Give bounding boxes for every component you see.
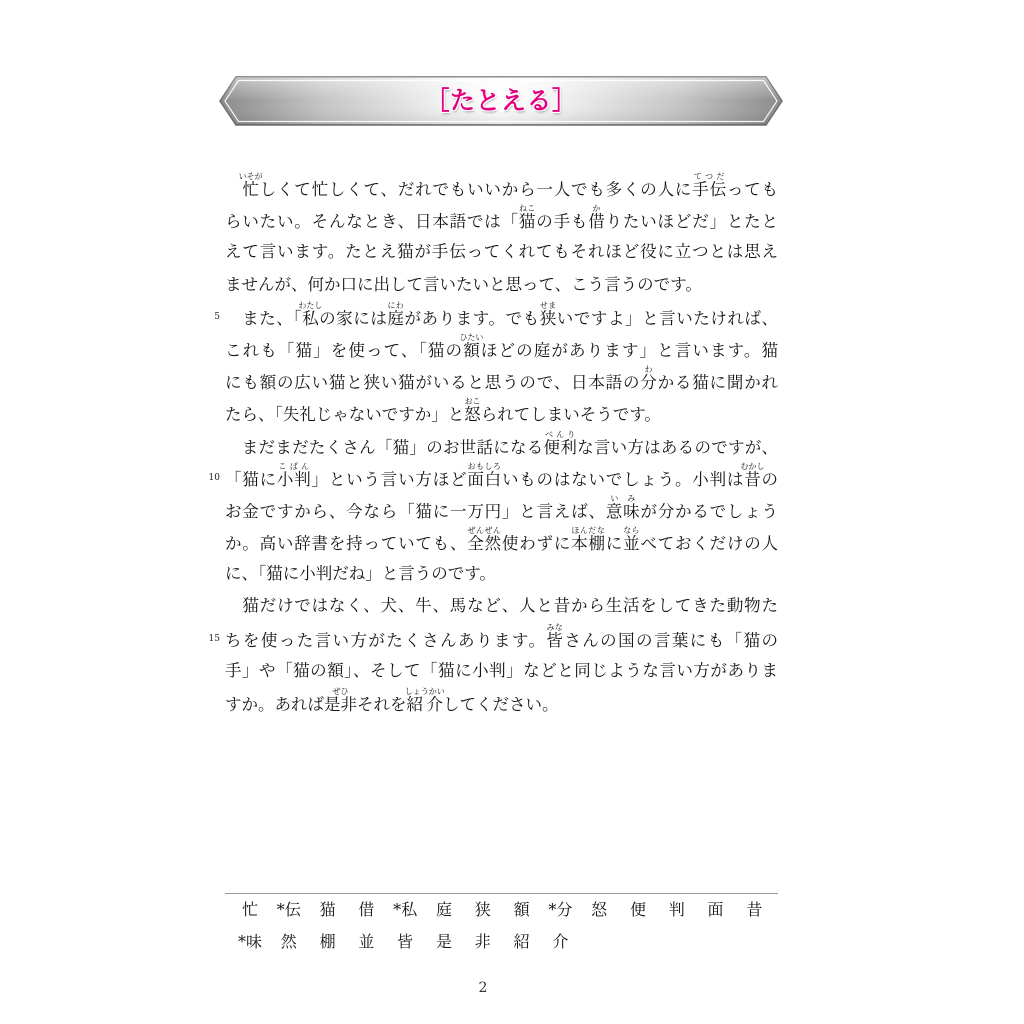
kanji-item: 昔: [746, 900, 763, 919]
paragraph: [225, 172, 778, 301]
section-title: ［たとえる］: [424, 86, 578, 115]
text-run: に、「猫に小判だね」と言うのです。: [225, 564, 496, 584]
ruby-word: [467, 461, 502, 489]
ruby-base: 昔: [740, 469, 765, 489]
text-line: [214, 300, 779, 333]
ruby-reading: こばん: [276, 461, 311, 471]
ruby-reading: せま: [539, 300, 557, 310]
ruby-reading: わ: [640, 365, 657, 375]
text-run: えて言います。たとえ猫が手伝ってくれてもそれほど役に立つとは思え: [225, 242, 778, 262]
page-number: 2: [478, 980, 488, 996]
text-line: [225, 397, 778, 429]
paragraph: [214, 300, 779, 430]
ruby-word: [518, 204, 537, 232]
text-run: か。高い辞書を持っていても、: [225, 534, 468, 554]
text-run: の: [760, 469, 779, 489]
ruby-base: 庭: [387, 308, 405, 328]
ruby-base: 並: [623, 534, 641, 554]
kanji-item: *分: [548, 900, 573, 919]
kanji-item: 庭: [435, 900, 452, 919]
line-number: 15: [208, 633, 220, 644]
text-run: さんの国の言葉にも「猫の: [564, 630, 779, 650]
ruby-base: 全然: [467, 534, 502, 554]
ruby-base: 手伝: [692, 180, 727, 199]
ruby-word: [539, 300, 557, 328]
kanji-item: 怒: [591, 900, 608, 919]
text-run: すか。あれば: [225, 695, 324, 714]
text-run: にも額の広い猫と狭い猫がいると思うので、日本語の: [225, 373, 641, 393]
kanji-row: [231, 926, 777, 958]
ruby-base: 借: [588, 212, 606, 232]
ruby-word: [324, 687, 357, 714]
kanji-item: 額: [513, 900, 530, 919]
ruby-word: [404, 687, 445, 714]
body-text: [208, 172, 779, 719]
kanji-item: 紹: [513, 932, 530, 951]
text-line: [225, 430, 778, 462]
paragraph: [208, 590, 779, 719]
ruby-base: 皆: [546, 630, 565, 650]
text-run: らいたい。そんなとき、日本語では「: [225, 212, 519, 232]
ruby-word: [276, 461, 312, 489]
ruby-reading: か: [588, 204, 605, 214]
text-run: の家には: [318, 308, 388, 328]
ruby-word: [640, 365, 658, 393]
kanji-item: 狭: [474, 900, 491, 919]
ruby-base: 分: [640, 373, 658, 393]
text-run: それを: [357, 695, 407, 714]
text-run: これも「猫」を使って、「猫の: [225, 340, 464, 360]
ruby-base: 便利: [543, 437, 578, 457]
text-run: しくて忙しくて、だれでもいいから一人でも多くの人に: [258, 180, 693, 199]
kanji-item: 忙: [241, 900, 258, 919]
text-run: 使わずに: [501, 534, 572, 554]
line-number: 10: [208, 472, 220, 483]
ruby-reading: なら: [623, 526, 640, 536]
kanji-item: *私: [393, 900, 418, 919]
ruby-word: [588, 204, 606, 232]
ruby-reading: むかし: [740, 461, 765, 471]
text-line: [208, 461, 779, 494]
line-number: 5: [214, 311, 220, 322]
kanji-item: 介: [552, 932, 569, 951]
ruby-word: [692, 172, 727, 199]
ruby-word: [623, 526, 641, 554]
text-run: が分かるでしょう: [640, 501, 779, 521]
text-line: [225, 204, 778, 236]
ruby-reading: わたし: [298, 300, 323, 310]
text-run: ちを使った言い方がたくさんあります。: [225, 630, 547, 650]
ruby-base: 額: [459, 340, 484, 360]
text-run: べておくだけの人: [640, 534, 779, 554]
ruby-word: [464, 397, 481, 425]
ruby-reading: いそが: [238, 172, 263, 181]
ruby-reading: おもしろ: [467, 461, 502, 471]
text-run: の手も: [536, 212, 589, 232]
text-line: [225, 655, 778, 687]
ruby-reading: ぜんぜん: [467, 526, 502, 536]
ruby-base: 私: [298, 308, 323, 328]
ruby-reading: てつだ: [692, 172, 727, 181]
kanji-item: *伝: [276, 900, 301, 919]
title-banner: [218, 75, 784, 127]
ruby-word: [605, 493, 641, 521]
paragraph: [208, 429, 779, 591]
text-line: [225, 333, 778, 365]
text-run: 猫だけではなく、犬、牛、馬など、人と昔から生活をしてきた動物た: [225, 596, 778, 616]
text-line: [225, 526, 778, 558]
ruby-word: [238, 172, 263, 199]
text-line: [225, 687, 778, 719]
kanji-list: [231, 894, 777, 958]
ruby-reading: ほんだな: [571, 526, 605, 536]
text-run: 」という言い方ほど: [311, 469, 468, 489]
kanji-item: 然: [280, 932, 297, 951]
kanji-item: 判: [668, 900, 685, 919]
text-run: いですよ」と言いたければ、: [556, 308, 779, 328]
kanji-item: 是: [435, 932, 452, 951]
ruby-base: 紹介: [404, 695, 445, 714]
ruby-word: [740, 461, 765, 489]
text-run: まだまだたくさん「猫」のお世話になる: [225, 437, 544, 457]
kanji-item: 便: [629, 900, 646, 919]
ruby-word: [571, 526, 606, 554]
text-run: りたいほどだ」とたと: [605, 212, 779, 232]
text-run: たら、「失礼じゃないですか」と: [225, 405, 465, 425]
text-run: してください。: [443, 695, 559, 714]
ruby-base: 猫: [518, 212, 537, 232]
kanji-item: 棚: [319, 932, 336, 951]
ruby-reading: いみ: [605, 493, 640, 503]
text-run: いものはないでしょう。小判は: [501, 469, 745, 489]
ruby-base: 小判: [276, 469, 312, 489]
kanji-item: 借: [358, 900, 375, 919]
kanji-item: 猫: [319, 900, 336, 919]
text-run: 手」や「猫の額」、そして「猫に小判」などと同じような言い方がありま: [225, 660, 778, 680]
text-line: [225, 558, 778, 590]
ruby-reading: ねこ: [518, 204, 536, 214]
ruby-base: 本棚: [571, 534, 606, 554]
kanji-row: [231, 894, 777, 926]
ruby-reading: にわ: [387, 300, 404, 310]
text-line: [225, 269, 778, 301]
ruby-word: [543, 429, 578, 457]
ruby-reading: ぜひ: [324, 687, 357, 696]
kanji-item: 面: [707, 900, 724, 919]
kanji-item: 並: [358, 932, 375, 951]
text-line: [225, 494, 778, 526]
ruby-reading: みな: [546, 622, 563, 632]
text-run: ほどの庭があります」と言います。猫: [479, 340, 779, 360]
text-run: また、「: [225, 308, 303, 328]
ruby-base: 意味: [605, 501, 641, 521]
ruby-word: [387, 300, 405, 328]
ruby-base: 是非: [324, 695, 357, 714]
kanji-item: *味: [237, 932, 262, 951]
ruby-base: 忙: [238, 180, 263, 199]
text-run: お金ですから、今なら「猫に一万円」と言えば、: [225, 501, 606, 521]
ruby-word: [298, 300, 323, 328]
ruby-base: 怒: [464, 405, 481, 425]
text-line: [225, 236, 778, 268]
ruby-reading: しょうかい: [404, 687, 445, 696]
text-run: な言い方はあるのですが、: [577, 437, 778, 457]
ruby-word: [546, 622, 565, 650]
ruby-base: 面白: [467, 469, 502, 489]
text-run: ませんが、何か口に出して言いたいと思って、こう言うのです。: [225, 274, 702, 294]
ruby-reading: おこ: [464, 397, 481, 407]
text-run: られてしまいそうです。: [480, 405, 661, 425]
ruby-base: 狭: [539, 308, 557, 328]
ruby-reading: ひたい: [459, 332, 484, 342]
text-run: っても: [726, 180, 779, 199]
ruby-word: [459, 332, 484, 360]
text-line: [225, 590, 778, 622]
text-line: [225, 365, 778, 397]
ruby-word: [467, 526, 502, 554]
text-run: があります。でも: [404, 308, 540, 328]
text-line: [208, 622, 779, 655]
kanji-item: 皆: [397, 932, 414, 951]
text-run: に: [605, 534, 624, 554]
text-run: 「猫に: [225, 469, 277, 489]
text-line: [225, 172, 778, 204]
text-run: かる猫に聞かれ: [657, 373, 779, 393]
ruby-reading: べんり: [543, 429, 577, 439]
kanji-item: 非: [474, 932, 491, 951]
